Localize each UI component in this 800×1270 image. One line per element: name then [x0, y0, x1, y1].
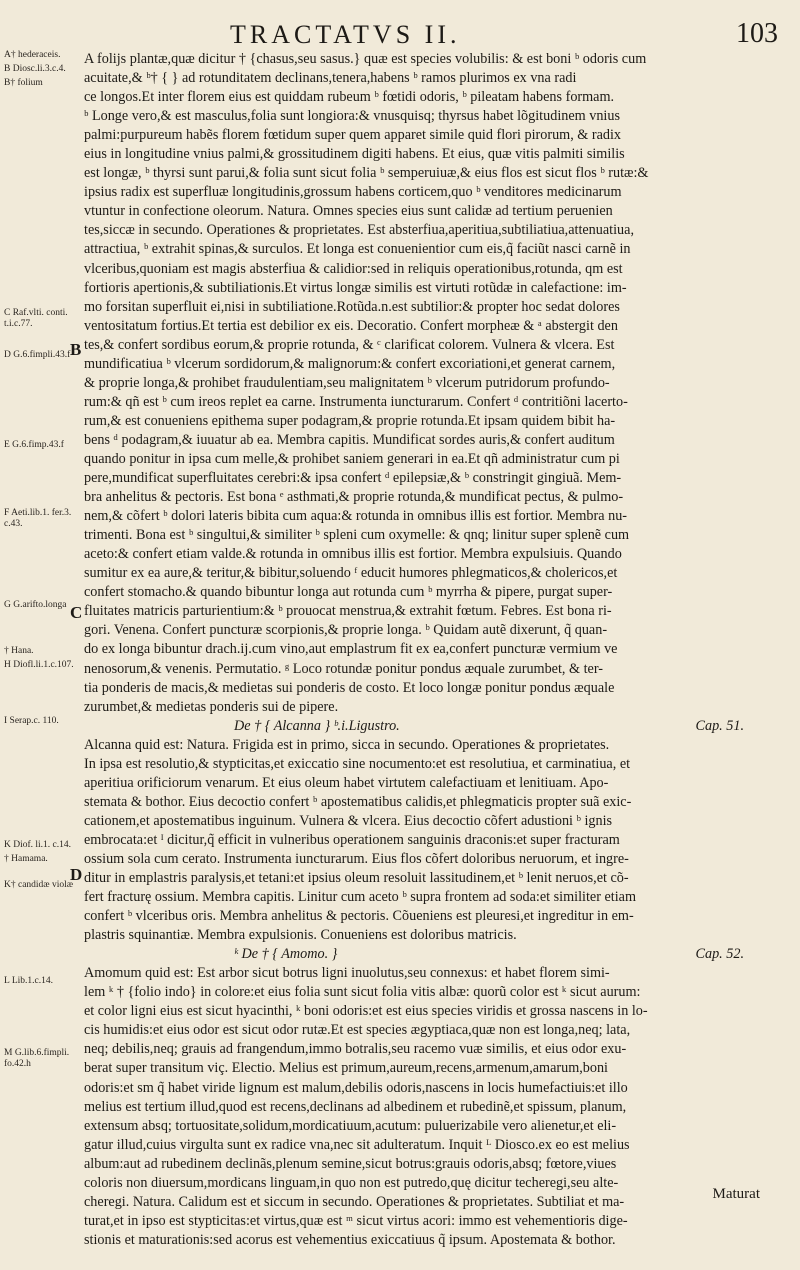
text-line: stemata & bothor. Eius decoctio confert ᵇ apostematibus calidis,et phlegmaticis propter suã exic-	[84, 793, 632, 810]
page-header	[60, 14, 780, 50]
text-line: & proprie longa,& prohibet fraudulentiam,seu malignitatem ᵇ vlcerum putridorum profundo-	[84, 374, 610, 391]
margin-note: H Diofl.li.1.c.107.	[4, 660, 74, 670]
text-line: nenosorum,& venenis. Permutatio. ᵍ Loco rotundæ ponitur pondus æquale zurumbet, & ter-	[84, 660, 603, 677]
text-line: bens ᵈ podagram,& iuuatur ab ea. Membra capitis. Mundificat sordes auris,& confert auditum	[84, 431, 615, 448]
margin-note: G G.arifto.longa	[4, 600, 67, 610]
text-line: vlceribus,quoniam est magis absterfiua & calidior:sed in reliquis operationibus,rotunda, qm est	[84, 260, 623, 277]
margin-note: B Diosc.li.3.c.4.	[4, 64, 66, 74]
text-line: ipsius radix est superfluæ longitudinis,grossum habens corticem,quo ᵇ venditores medicinarum	[84, 184, 622, 201]
margin-note: F Aeti.lib.1. fer.3. c.43.	[4, 508, 72, 529]
text-line: bra anhelitus & pectoris. Est bona ᵉ asthmati,& proprie rotunda,& mundificat pectus, & pulmo-	[84, 489, 624, 506]
running-title: TRACTATVS II.	[230, 20, 461, 49]
text-line: fortioris apertionis,& subtiliationis.Et virtus longæ similis est virtuti rotũdæ in calefactione: im-	[84, 279, 627, 296]
text-line: melius est tertium illud,quod est recens,declinans ad albedinem et rubedinẽ,et spissum, planum,	[84, 1098, 627, 1115]
margin-note: K† candidæ violæ	[4, 880, 74, 890]
text-line: neq; debilis,neq; grauis ad frangendum,immo botralis,seu racemo vuæ similis, et eius odor exu-	[84, 1041, 627, 1058]
margin-note: E G.6.fimp.43.f	[4, 440, 64, 450]
text-line: stionis et maturationis:sed acorus est vehementius exiccatiuus q̃ ipsum. Apostemata & bothor.	[84, 1231, 616, 1248]
text-line: Amomum quid est: Est arbor sicut botrus ligni inuolutus,seu connexus: et habet florem simi-	[84, 965, 610, 982]
text-line: berat super transitum viç. Electio. Melius est primum,aureum,recens,armenum,amarum,boni	[84, 1060, 608, 1077]
text-line: tes,siccæ in secundo. Operationes & proprietates. Est absterfiua,aperitiua,subtiliatiua,attenuatiua,	[84, 222, 634, 239]
text-line: aperitiua orificiorum venarum. Et eius oleum habet virtutem calefactiuam et lenitiuam. Apo-	[84, 774, 609, 791]
text-line: pere,mundificat superfluitates cerebri:& ipsa confert ᵈ epilepsiæ,& ᵇ constringit gingiuã. Mem-	[84, 470, 622, 487]
margin-note: K Diof. li.1. c.14.	[4, 840, 72, 850]
text-line: tia ponderis de macis,& medietas sui ponderis de costo. Et loco longæ ponitur pondus æquale	[84, 679, 615, 696]
text-line: ossium sola cum cerato. Instrumenta iuncturarum. Eius flos cõfert doloribus neruorum, et ingre-	[84, 850, 629, 867]
chapter-heading	[84, 717, 784, 736]
text-line: rum,& est conueniens epithema super podagram,& proprie rotunda.Et ipsam quidem bibit ha-	[84, 412, 616, 429]
text-line: nem,& cõfert ᵇ dolori lateris bibita cum aqua:& rotunda in omnibus illis est fortior. Membra nu-	[84, 508, 628, 525]
chapter-title: ᵏ De † { Amomo. }	[234, 946, 338, 963]
text-line: embrocata:et ᴵ dicitur,q̃ efficit in vulneribus operationem sanguinis draconis:et super fracturam	[84, 831, 620, 848]
text-line: album:aut ad rubedinem declinãs,plenum semine,sicut botrus:grauis odoris,absq; fœtore,viues	[84, 1155, 617, 1172]
text-line: confert stomacho.& quando bibuntur longa aut rotunda cum ᵇ myrrha & pipere, purgat super-	[84, 584, 613, 601]
text-line: gori. Venena. Confert puncturæ scorpionis,& proprie longa. ᵇ Quidam autẽ dixerunt, q̃ quan-	[84, 622, 608, 639]
text-line: cationem,et apostematibus inguinum. Vulnera & vlcera. Eius decoctio cõfert adustioni ᵇ ignis	[84, 812, 613, 829]
text-line: vtuntur in confectione oleorum. Natura. Omnes species eius sunt calidæ ad tertium peruenien	[84, 203, 613, 220]
margin-note: C Raf.vlti. conti. t.i.c.77.	[4, 308, 68, 329]
margin-note: M G.lib.6.fimpli. fo.42.h	[4, 1048, 70, 1069]
text-line: attractiua, ᵇ extrahit spinas,& surculos. Et longa est conuenientior cum eis,q̃ faciũt nasci carnẽ in	[84, 241, 631, 258]
text-line: trimenti. Bona est ᵇ singultui,& similiter ᵇ spleni cum oxymelle: & qnq; linitur super splenẽ cum	[84, 527, 630, 544]
text-line: cis humidis:et eius odor est sicut odor rutæ.Et est species ægyptiaca,quæ non est longa,neq; lata,	[84, 1022, 631, 1039]
text-line: In ipsa est resolutio,& stypticitas,et exiccatio sine nocumento:et est resolutiua, et carminatiua, et	[84, 755, 631, 772]
section-letter: B	[70, 340, 82, 359]
text-line: turat,et in ipso est stypticitas:et virtus,quæ est ᵐ sicut virtus acori: immo est vehementioris dige-	[84, 1212, 628, 1229]
text-line: A folijs plantæ,quæ dicitur † {chasus,seu sasus.} quæ est species volubilis: & est boni ᵇ odoris cum	[84, 51, 647, 67]
text-line: confert ᵇ vlceribus oris. Membra anhelitus & pectoris. Cõueniens est pleuresi,et ingreditur in em-	[84, 908, 634, 925]
text-line: fluitates matricis parturientium:& ᵇ prouocat menstrua,& extrahit fœtum. Febres. Est bona ri-	[84, 603, 612, 620]
chapter-heading	[84, 945, 784, 964]
margin-note: L Lib.1.c.14.	[4, 976, 53, 986]
text-line: palmi:purpureum habẽs florem fœtidum super quem apparet simile quid flori pirorum, & radix	[84, 127, 622, 144]
section-letter: C	[70, 603, 83, 622]
text-line: aceto:& confert etiam valde.& rotunda in omnibus illis est fortior. Membra expulsiuis. Quando	[84, 546, 622, 563]
text-line: extensum absq; tortuositate,solidum,mordicatiuum,acutum: puluerizabile vero alienetur,et eli-	[84, 1117, 617, 1134]
text-line: tes,& confert sordibus eorum,& proprie rotunda, & ᶜ clarificat colorem. Vulnera & vlcera. Est	[84, 336, 615, 353]
margin-note: A† hederaceis.	[4, 50, 61, 60]
text-line: cheregi. Natura. Calidum est et siccum in secundo. Operationes & proprietates. Subtiliat et ma-	[84, 1193, 625, 1210]
margin-note: I Serap.c. 110.	[4, 716, 59, 726]
text-line: mundificatiua ᵇ vlcerum sordidorum,& malignorum:& confert excoriationi,et generat carnem,	[84, 355, 616, 372]
text-line: rum:& qñ est ᵇ cum ireos replet ea carne. Instrumenta iuncturarum. Confert ᵈ contritiõni lacerto-	[84, 393, 628, 410]
chapter-title: De † { Alcanna } ᵇ.i.Ligustro.	[234, 717, 400, 734]
text-line: acuitate,& ᵇ† { } ad rotunditatem declinans,tenera,habens ᵇ ramos plurimos ex vna radi	[84, 70, 577, 87]
main-text-block	[84, 50, 784, 1250]
text-line: ventositatum fortius.Et tertia est debilior ex eis. Decoratio. Confert morpheæ & ᵃ abstergit den	[84, 317, 618, 334]
section-letter: D	[70, 865, 83, 884]
margin-note: † Hana.	[4, 646, 34, 656]
text-line: odoris:et sm q̃ habet viride lignum est malum,debilis odoris,nascens in locis humefactiuis:et illo	[84, 1079, 628, 1096]
page-number: 103	[736, 18, 778, 49]
catchword: Maturat	[712, 1186, 760, 1202]
text-line: do ex longa bibuntur drach.ij.cum vino,aut emplastrum fit ex ea,confert puncturæ vermium ve	[84, 641, 618, 658]
text-line: est longæ, ᵇ thyrsi sunt parui,& folia sunt sicut folia ᵇ semperuiuæ,& eius flos est sicut flos ᵇ rutæ:&	[84, 165, 649, 182]
text-line: coloris non diuersum,mordicans linguam,in quo non est putredo,quę dicitur techeregi,seu alte-	[84, 1174, 619, 1191]
marginal-notes	[4, 50, 74, 1230]
text-line: zurumbet,& medietas ponderis sui de pipere.	[84, 698, 339, 715]
text-line: lem ᵏ † {folio indo} in colore:et eius folia sunt sicut folia vitis albæ: quorũ color est ᵏ sicut aurum:	[84, 984, 641, 1001]
text-line: quando ponitur in ipsa cum melle,& prohibet saniem generari in ea.Et qñ administratur cum pi	[84, 450, 620, 467]
chapter-number: Cap. 51.	[695, 717, 744, 734]
text-line: sumitur ex ea aure,& teritur,& bibitur,soluendo ᶠ educit humores phlegmaticos,& cholericos,et	[84, 565, 618, 582]
text-line: fert fracturę ossium. Membra capitis. Linitur cum aceto ᵇ supra frontem ad soda:et similiter etiam	[84, 889, 637, 906]
text-line: mo forsitan superfluit ei,nisi in subtiliatione.Rotũda.n.est subtilior:& propter hoc sedat dolores	[84, 298, 620, 315]
margin-note: D G.6.fimpli.43.f	[4, 350, 71, 360]
text-line: plastris squinantiæ. Membra expulsionis. Conueniens est doloribus matricis.	[84, 927, 517, 944]
text-line: gatur illud,cuius virgulta sunt ex radice vna,nec sit adulteratum. Inquit ᴸ Diosco.ex eo est melius	[84, 1136, 630, 1153]
margin-note: B† folium	[4, 78, 43, 88]
text-line: et color ligni eius est sicut hyacinthi, ᵏ boni odoris:et est eius species viridis et grossa nascens in lo-	[84, 1003, 648, 1020]
margin-note: † Hamama.	[4, 854, 48, 864]
text-line: Alcanna quid est: Natura. Frigida est in primo, sicca in secundo. Operationes & proprietates.	[84, 736, 610, 753]
text-line: ce longos.Et inter florem eius est quiddam rubeum ᵇ fœtidi odoris, ᵇ pileatam habens formam.	[84, 89, 615, 106]
text-line: eius in longitudine vnius palmi,& grossitudinem digiti habens. Et eius, quæ vitis palmiti similis	[84, 146, 625, 163]
chapter-number: Cap. 52.	[695, 946, 744, 963]
text-line: ᵇ Longe vero,& est masculus,folia sunt longiora:& vnusquisq; thyrsus habet lõgitudinem vnius	[84, 108, 620, 125]
text-line: ditur in emplastris paralysis,et tetani:et ipsius oleum resoluit lassitudinem,et ᵇ lenit neruos,et cõ-	[84, 870, 629, 887]
